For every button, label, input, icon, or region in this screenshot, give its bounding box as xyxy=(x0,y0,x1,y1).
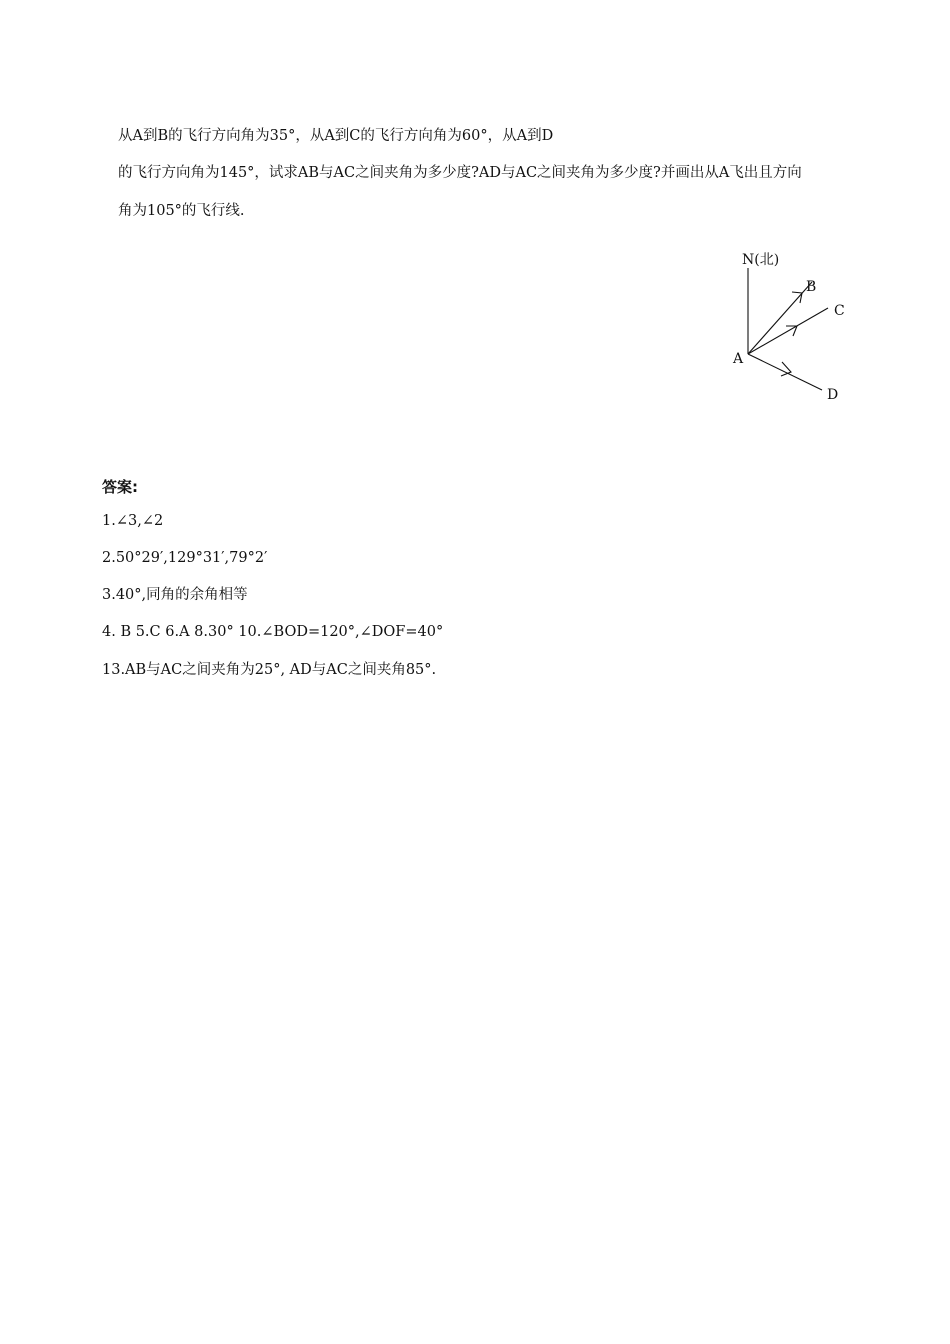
answer-item: 2.50°29′,129°31′,79°2′ xyxy=(102,550,268,566)
ray-ab-arrow xyxy=(792,292,802,303)
answers-heading: 答案: xyxy=(102,478,138,496)
label-north: N(北) xyxy=(742,252,780,268)
direction-angle-diagram xyxy=(720,244,860,410)
ray-ad xyxy=(748,354,822,390)
answer-item: 4. B 5.C 6.A 8.30° 10.∠BOD=120°,∠DOF=40° xyxy=(102,624,444,640)
label-b: B xyxy=(806,279,817,295)
label-a: A xyxy=(733,351,744,367)
ray-ac xyxy=(748,308,828,354)
answer-item: 13.AB与AC之间夹角为25°, AD与AC之间夹角85°. xyxy=(102,662,437,678)
label-d: D xyxy=(827,387,839,403)
answer-item: 1.∠3,∠2 xyxy=(102,513,164,529)
problem-text-line-2: 的飞行方向角为145°，试求AB与AC之间夹角为多少度?AD与AC之间夹角为多少度?并画出从A飞出且方向 xyxy=(118,165,802,181)
answer-item: 3.40°,同角的余角相等 xyxy=(102,587,248,603)
problem-text-line-3: 角为105°的飞行线. xyxy=(118,203,245,219)
label-c: C xyxy=(834,303,845,319)
problem-text-line-1: 从A到B的飞行方向角为35°，从A到C的飞行方向角为60°，从A到D xyxy=(118,128,554,144)
